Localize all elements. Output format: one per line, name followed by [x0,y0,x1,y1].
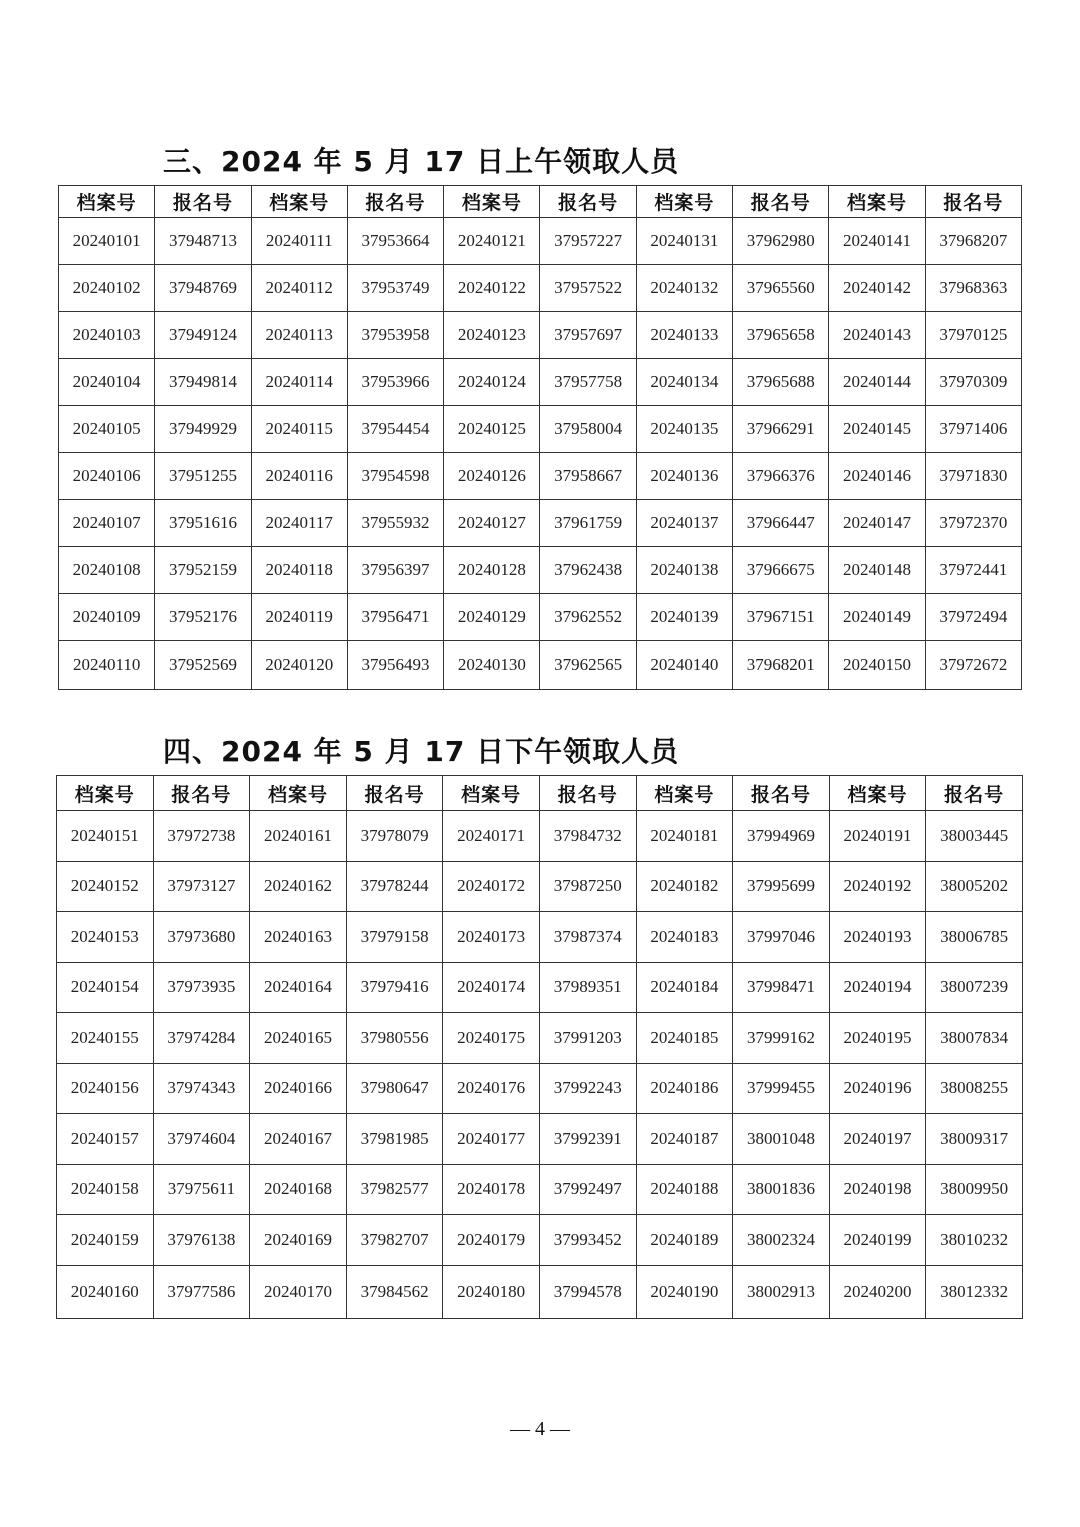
archive-number-cell: 20240117 [251,500,347,547]
archive-number-cell: 20240154 [57,962,154,1013]
registration-number-cell: 37962438 [540,547,636,594]
archive-number-cell: 20240179 [443,1215,540,1266]
archive-number-cell: 20240149 [829,594,925,641]
registration-number-cell: 38002324 [733,1215,830,1266]
archive-number-cell: 20240143 [829,312,925,359]
archive-number-cell: 20240105 [59,406,155,453]
table-row [59,265,1022,312]
registration-number-cell: 37970125 [925,312,1021,359]
registration-number-cell: 37955932 [347,500,443,547]
archive-number-cell: 20240199 [829,1215,926,1266]
archive-number-cell: 20240139 [636,594,732,641]
registration-number-cell: 37948769 [155,265,251,312]
section-title-morning: 三、2024 年 5 月 17 日上午领取人员 [163,145,680,178]
registration-number-cell: 38012332 [926,1265,1023,1318]
column-header-archive-no: 档案号 [57,776,154,811]
table-row [59,641,1022,690]
registration-number-cell: 37972738 [153,811,250,862]
table-row [57,1063,1023,1114]
archive-number-cell: 20240162 [250,861,347,912]
registration-number-cell: 37994969 [733,811,830,862]
registration-number-cell: 38010232 [926,1215,1023,1266]
archive-number-cell: 20240141 [829,218,925,265]
column-header-archive-no: 档案号 [636,776,733,811]
registration-number-cell: 37971406 [925,406,1021,453]
table-row [57,811,1023,862]
page-number: — 4 — [510,1418,570,1440]
column-header-registration-no: 报名号 [733,776,830,811]
registration-number-cell: 37952176 [155,594,251,641]
registration-number-cell: 37971830 [925,453,1021,500]
archive-number-cell: 20240187 [636,1114,733,1165]
registration-number-cell: 37997046 [733,912,830,963]
registration-number-cell: 37972441 [925,547,1021,594]
column-header-registration-no: 报名号 [539,776,636,811]
registration-number-cell: 37968207 [925,218,1021,265]
registration-number-cell: 37979416 [346,962,443,1013]
archive-number-cell: 20240102 [59,265,155,312]
archive-number-cell: 20240133 [636,312,732,359]
archive-number-cell: 20240167 [250,1114,347,1165]
registration-number-cell: 37965560 [733,265,829,312]
archive-number-cell: 20240148 [829,547,925,594]
column-header-archive-no: 档案号 [443,776,540,811]
archive-number-cell: 20240198 [829,1164,926,1215]
registration-number-cell: 37953958 [347,312,443,359]
archive-number-cell: 20240122 [444,265,540,312]
registration-number-cell: 37957697 [540,312,636,359]
registration-number-cell: 37999162 [733,1013,830,1064]
registration-number-cell: 37982707 [346,1215,443,1266]
archive-number-cell: 20240151 [57,811,154,862]
archive-number-cell: 20240165 [250,1013,347,1064]
archive-number-cell: 20240159 [57,1215,154,1266]
column-header-registration-no: 报名号 [153,776,250,811]
table-row [57,1013,1023,1064]
archive-number-cell: 20240123 [444,312,540,359]
registration-number-cell: 37984732 [539,811,636,862]
archive-number-cell: 20240188 [636,1164,733,1215]
archive-number-cell: 20240189 [636,1215,733,1266]
registration-number-cell: 37972494 [925,594,1021,641]
archive-number-cell: 20240119 [251,594,347,641]
registration-number-cell: 37968363 [925,265,1021,312]
table-row [57,1215,1023,1266]
archive-number-cell: 20240170 [250,1265,347,1318]
registration-number-cell: 38003445 [926,811,1023,862]
archive-number-cell: 20240115 [251,406,347,453]
archive-number-cell: 20240137 [636,500,732,547]
archive-number-cell: 20240131 [636,218,732,265]
registration-number-cell: 37973935 [153,962,250,1013]
registration-number-cell: 37966291 [733,406,829,453]
archive-number-cell: 20240118 [251,547,347,594]
archive-number-cell: 20240135 [636,406,732,453]
registration-number-cell: 37961759 [540,500,636,547]
registration-number-cell: 37987250 [539,861,636,912]
registration-number-cell: 37948713 [155,218,251,265]
archive-number-cell: 20240183 [636,912,733,963]
registration-number-cell: 37966376 [733,453,829,500]
column-header-registration-no: 报名号 [925,186,1021,218]
registration-number-cell: 37949124 [155,312,251,359]
archive-number-cell: 20240172 [443,861,540,912]
registration-number-cell: 37978244 [346,861,443,912]
column-header-registration-no: 报名号 [733,186,829,218]
table-row [59,406,1022,453]
registration-number-cell: 37956397 [347,547,443,594]
registration-number-cell: 37953966 [347,359,443,406]
registration-number-cell: 37957758 [540,359,636,406]
archive-number-cell: 20240166 [250,1063,347,1114]
archive-number-cell: 20240130 [444,641,540,690]
archive-number-cell: 20240169 [250,1215,347,1266]
archive-number-cell: 20240121 [444,218,540,265]
registration-number-cell: 37980556 [346,1013,443,1064]
registration-number-cell: 37949814 [155,359,251,406]
registration-number-cell: 37995699 [733,861,830,912]
registration-number-cell: 37952159 [155,547,251,594]
archive-number-cell: 20240182 [636,861,733,912]
archive-number-cell: 20240146 [829,453,925,500]
archive-number-cell: 20240116 [251,453,347,500]
archive-number-cell: 20240190 [636,1265,733,1318]
archive-number-cell: 20240164 [250,962,347,1013]
registration-number-cell: 37966675 [733,547,829,594]
column-header-registration-no: 报名号 [926,776,1023,811]
archive-number-cell: 20240145 [829,406,925,453]
registration-number-cell: 37999455 [733,1063,830,1114]
archive-number-cell: 20240120 [251,641,347,690]
table-row [57,962,1023,1013]
archive-number-cell: 20240181 [636,811,733,862]
archive-number-cell: 20240186 [636,1063,733,1114]
registration-number-cell: 37968201 [733,641,829,690]
section-title-afternoon: 四、2024 年 5 月 17 日下午领取人员 [163,735,680,768]
registration-number-cell: 37953664 [347,218,443,265]
registration-number-cell: 37958667 [540,453,636,500]
archive-number-cell: 20240140 [636,641,732,690]
registration-number-cell: 37949929 [155,406,251,453]
archive-number-cell: 20240194 [829,962,926,1013]
registration-number-cell: 38006785 [926,912,1023,963]
archive-number-cell: 20240196 [829,1063,926,1114]
registration-number-cell: 37998471 [733,962,830,1013]
archive-number-cell: 20240142 [829,265,925,312]
table-row [59,594,1022,641]
archive-number-cell: 20240185 [636,1013,733,1064]
archive-number-cell: 20240150 [829,641,925,690]
archive-number-cell: 20240176 [443,1063,540,1114]
column-header-archive-no: 档案号 [444,186,540,218]
registration-number-cell: 37972370 [925,500,1021,547]
registration-number-cell: 37982577 [346,1164,443,1215]
archive-number-cell: 20240136 [636,453,732,500]
column-header-registration-no: 报名号 [540,186,636,218]
table-row [59,547,1022,594]
registration-number-cell: 38008255 [926,1063,1023,1114]
table-row [57,1114,1023,1165]
table-row [59,453,1022,500]
column-header-archive-no: 档案号 [829,776,926,811]
archive-number-cell: 20240128 [444,547,540,594]
archive-number-cell: 20240101 [59,218,155,265]
registration-number-cell: 37984562 [346,1265,443,1318]
table-row [59,359,1022,406]
registration-number-cell: 37958004 [540,406,636,453]
table-header-row [59,186,1022,218]
registration-number-cell: 37965688 [733,359,829,406]
archive-number-cell: 20240104 [59,359,155,406]
archive-number-cell: 20240192 [829,861,926,912]
registration-number-cell: 37956471 [347,594,443,641]
registration-number-cell: 37989351 [539,962,636,1013]
registration-number-cell: 37992391 [539,1114,636,1165]
archive-number-cell: 20240114 [251,359,347,406]
registration-number-cell: 37954454 [347,406,443,453]
registration-number-cell: 37974284 [153,1013,250,1064]
archive-number-cell: 20240178 [443,1164,540,1215]
archive-number-cell: 20240107 [59,500,155,547]
table-row [57,861,1023,912]
registration-number-cell: 38001836 [733,1164,830,1215]
archive-number-cell: 20240180 [443,1265,540,1318]
registration-number-cell: 37978079 [346,811,443,862]
archive-number-cell: 20240138 [636,547,732,594]
registration-number-cell: 37962565 [540,641,636,690]
column-header-archive-no: 档案号 [829,186,925,218]
registration-number-cell: 38007834 [926,1013,1023,1064]
archive-number-cell: 20240134 [636,359,732,406]
table-row [57,912,1023,963]
archive-number-cell: 20240111 [251,218,347,265]
archive-number-cell: 20240157 [57,1114,154,1165]
column-header-archive-no: 档案号 [59,186,155,218]
column-header-registration-no: 报名号 [347,186,443,218]
archive-number-cell: 20240193 [829,912,926,963]
registration-number-cell: 37957227 [540,218,636,265]
registration-number-cell: 38002913 [733,1265,830,1318]
archive-number-cell: 20240191 [829,811,926,862]
registration-number-cell: 37954598 [347,453,443,500]
registration-number-cell: 37967151 [733,594,829,641]
table-row [57,1265,1023,1318]
archive-number-cell: 20240113 [251,312,347,359]
registration-number-cell: 37966447 [733,500,829,547]
table-row [59,218,1022,265]
table-row [59,312,1022,359]
archive-number-cell: 20240125 [444,406,540,453]
registration-number-cell: 37970309 [925,359,1021,406]
archive-number-cell: 20240109 [59,594,155,641]
table-row [59,500,1022,547]
archive-number-cell: 20240153 [57,912,154,963]
registration-number-cell: 37973680 [153,912,250,963]
archive-number-cell: 20240132 [636,265,732,312]
archive-number-cell: 20240175 [443,1013,540,1064]
archive-number-cell: 20240158 [57,1164,154,1215]
registration-number-cell: 37976138 [153,1215,250,1266]
archive-number-cell: 20240144 [829,359,925,406]
archive-number-cell: 20240200 [829,1265,926,1318]
archive-number-cell: 20240112 [251,265,347,312]
archive-number-cell: 20240163 [250,912,347,963]
registration-number-cell: 37979158 [346,912,443,963]
column-header-archive-no: 档案号 [250,776,347,811]
archive-number-cell: 20240110 [59,641,155,690]
registration-number-cell: 37962980 [733,218,829,265]
column-header-registration-no: 报名号 [346,776,443,811]
registration-number-cell: 37965658 [733,312,829,359]
registration-number-cell: 37992497 [539,1164,636,1215]
archive-number-cell: 20240184 [636,962,733,1013]
registration-number-cell: 37972672 [925,641,1021,690]
registration-number-cell: 37957522 [540,265,636,312]
archive-number-cell: 20240127 [444,500,540,547]
archive-number-cell: 20240160 [57,1265,154,1318]
registration-number-cell: 37991203 [539,1013,636,1064]
registration-number-cell: 37987374 [539,912,636,963]
registration-number-cell: 37980647 [346,1063,443,1114]
registration-number-cell: 38009950 [926,1164,1023,1215]
registration-number-cell: 38007239 [926,962,1023,1013]
archive-number-cell: 20240177 [443,1114,540,1165]
afternoon-recipients-table [56,775,1023,1319]
registration-number-cell: 37992243 [539,1063,636,1114]
archive-number-cell: 20240197 [829,1114,926,1165]
archive-number-cell: 20240106 [59,453,155,500]
archive-number-cell: 20240147 [829,500,925,547]
registration-number-cell: 38001048 [733,1114,830,1165]
registration-number-cell: 37956493 [347,641,443,690]
archive-number-cell: 20240103 [59,312,155,359]
archive-number-cell: 20240161 [250,811,347,862]
archive-number-cell: 20240124 [444,359,540,406]
registration-number-cell: 37974604 [153,1114,250,1165]
registration-number-cell: 37952569 [155,641,251,690]
registration-number-cell: 37981985 [346,1114,443,1165]
registration-number-cell: 37962552 [540,594,636,641]
registration-number-cell: 38005202 [926,861,1023,912]
registration-number-cell: 38009317 [926,1114,1023,1165]
registration-number-cell: 37993452 [539,1215,636,1266]
registration-number-cell: 37953749 [347,265,443,312]
archive-number-cell: 20240173 [443,912,540,963]
registration-number-cell: 37977586 [153,1265,250,1318]
table-row [57,1164,1023,1215]
column-header-archive-no: 档案号 [251,186,347,218]
archive-number-cell: 20240129 [444,594,540,641]
registration-number-cell: 37975611 [153,1164,250,1215]
archive-number-cell: 20240174 [443,962,540,1013]
archive-number-cell: 20240155 [57,1013,154,1064]
registration-number-cell: 37973127 [153,861,250,912]
archive-number-cell: 20240126 [444,453,540,500]
column-header-archive-no: 档案号 [636,186,732,218]
archive-number-cell: 20240195 [829,1013,926,1064]
archive-number-cell: 20240168 [250,1164,347,1215]
morning-recipients-table [58,185,1022,690]
archive-number-cell: 20240152 [57,861,154,912]
column-header-registration-no: 报名号 [155,186,251,218]
registration-number-cell: 37951255 [155,453,251,500]
archive-number-cell: 20240171 [443,811,540,862]
archive-number-cell: 20240156 [57,1063,154,1114]
registration-number-cell: 37974343 [153,1063,250,1114]
table-header-row [57,776,1023,811]
registration-number-cell: 37994578 [539,1265,636,1318]
registration-number-cell: 37951616 [155,500,251,547]
archive-number-cell: 20240108 [59,547,155,594]
